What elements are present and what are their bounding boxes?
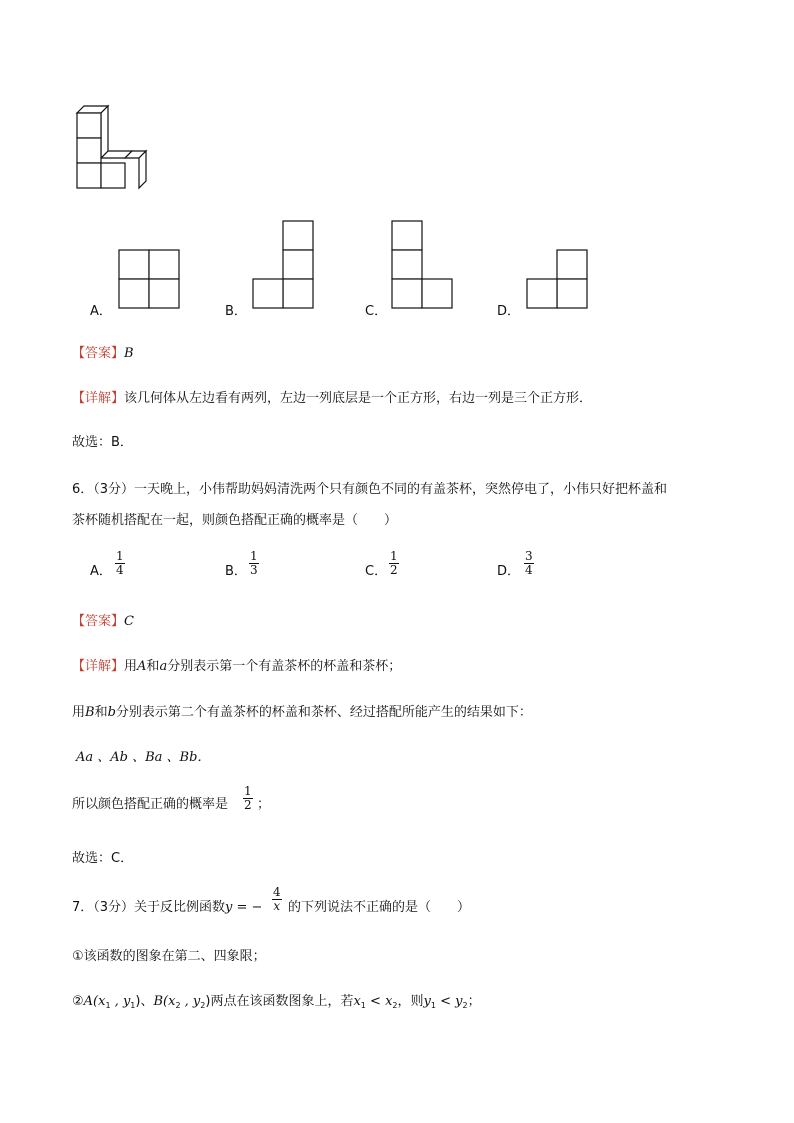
subscript: 2 <box>392 1001 398 1010</box>
answer-value: B <box>124 346 134 361</box>
q6-answer <box>72 610 134 629</box>
q7-stem <box>72 896 262 915</box>
q5-option-c-figure <box>391 220 453 310</box>
math: < <box>435 994 456 1009</box>
q6-detail-line1 <box>72 655 401 674</box>
text: 分别表示第一个有盖茶杯的杯盖和茶杯； <box>167 659 402 674</box>
q6-stem-line1: 6．（3分）一天晚上，小伟帮助妈妈清洗两个只有颜色不同的有盖茶杯，突然停电了，小伟只好把杯盖和 <box>72 482 668 497</box>
text: )两点在该函数图象上，若 <box>205 994 354 1009</box>
detail-tag: 【详解】 <box>72 659 125 674</box>
subscript: 1 <box>430 1001 436 1010</box>
subscript: 2 <box>200 1001 206 1010</box>
q5-choose: 故选：B． <box>72 435 133 450</box>
q6-option-a-label: A． <box>90 564 112 579</box>
math: < <box>365 994 386 1009</box>
text: ； <box>467 994 481 1009</box>
text: 分别表示第二个有盖茶杯的杯盖和茶杯、经过搭配所能产生的结果如下： <box>115 705 532 720</box>
denominator: 4 <box>116 563 124 577</box>
q5-option-a-figure <box>118 249 180 309</box>
denominator: 2 <box>390 563 398 577</box>
subscript: 2 <box>175 1001 181 1010</box>
math: x <box>353 994 361 1009</box>
q5-option-b-label: B． <box>225 304 247 319</box>
q6-option-b-label: B． <box>225 564 247 579</box>
q7-item1: ①该函数的图象在第二、四象限； <box>72 949 266 964</box>
math: , y <box>110 994 131 1009</box>
q6-option-d-fraction <box>524 550 534 577</box>
answer-tag: 【答案】 <box>72 346 125 361</box>
q5-option-c-label: C． <box>365 304 388 319</box>
var-a: a <box>159 659 168 674</box>
math: y <box>455 994 463 1009</box>
denominator: x <box>273 899 281 913</box>
math: , y <box>180 994 201 1009</box>
q5-answer <box>72 342 134 361</box>
q5-option-a-label: A． <box>90 304 112 319</box>
answer-value: C <box>124 614 134 629</box>
func-lhs: y = − <box>225 900 263 915</box>
q6-option-d-label: D． <box>497 564 521 579</box>
numerator: 4 <box>273 885 281 899</box>
q6-option-c-label: C． <box>365 564 388 579</box>
subscript: 1 <box>130 1001 136 1010</box>
subscript: 1 <box>360 1001 366 1010</box>
numerator: 3 <box>525 549 533 563</box>
q6-option-b-fraction <box>249 550 259 577</box>
semicolon: ； <box>257 797 271 812</box>
denominator: 3 <box>250 563 258 577</box>
numerator: 1 <box>390 549 398 563</box>
math: A(x <box>83 994 106 1009</box>
answer-tag: 【答案】 <box>72 614 125 629</box>
text: 和 <box>146 659 160 674</box>
q6-choose: 故选：C． <box>72 851 134 866</box>
var-B: B <box>85 705 95 720</box>
q5-option-d-figure <box>526 249 588 309</box>
text: 7．（3分）关于反比例函数 <box>72 900 226 915</box>
math: B(x <box>153 994 176 1009</box>
denominator: 4 <box>525 563 533 577</box>
var-A: A <box>137 659 147 674</box>
q6-option-a-fraction <box>115 550 125 577</box>
text: 用 <box>72 705 86 720</box>
q7-function-fraction <box>272 886 282 913</box>
numerator: 1 <box>116 549 124 563</box>
math: y <box>423 994 431 1009</box>
q6-option-c-fraction <box>389 550 399 577</box>
denominator: 2 <box>244 798 252 812</box>
q6-probability-fraction <box>243 785 253 812</box>
text: 所以颜色搭配正确的概率是 <box>72 797 229 812</box>
q6-probability-line <box>72 793 228 812</box>
text: )、 <box>135 994 154 1009</box>
detail-tag: 【详解】 <box>72 391 125 406</box>
q7-item2 <box>72 990 481 1009</box>
subscript: 1 <box>105 1001 111 1010</box>
q6-results: Aa 、Ab 、Ba 、Bb． <box>76 750 211 765</box>
math: x <box>385 994 393 1009</box>
var-b: b <box>107 705 116 720</box>
text: 用 <box>124 659 138 674</box>
numerator: 1 <box>250 549 258 563</box>
solid-figure <box>70 100 160 195</box>
q6-stem-line2: 茶杯随机搭配在一起，则颜色搭配正确的概率是（ ） <box>72 513 398 528</box>
numerator: 1 <box>244 784 252 798</box>
detail-text: 该几何体从左边看有两列，左边一列底层是一个正方形，右边一列是三个正方形． <box>124 391 593 406</box>
q5-option-d-label: D． <box>497 304 521 319</box>
q7-stem-end: 的下列说法不正确的是（ ） <box>288 900 471 915</box>
text: ，则 <box>397 994 424 1009</box>
q5-detail <box>72 387 592 406</box>
q5-option-b-figure <box>252 220 314 310</box>
subscript: 2 <box>462 1001 468 1010</box>
marker: ② <box>72 994 84 1009</box>
text: 和 <box>94 705 108 720</box>
q6-detail-line2 <box>72 701 532 720</box>
